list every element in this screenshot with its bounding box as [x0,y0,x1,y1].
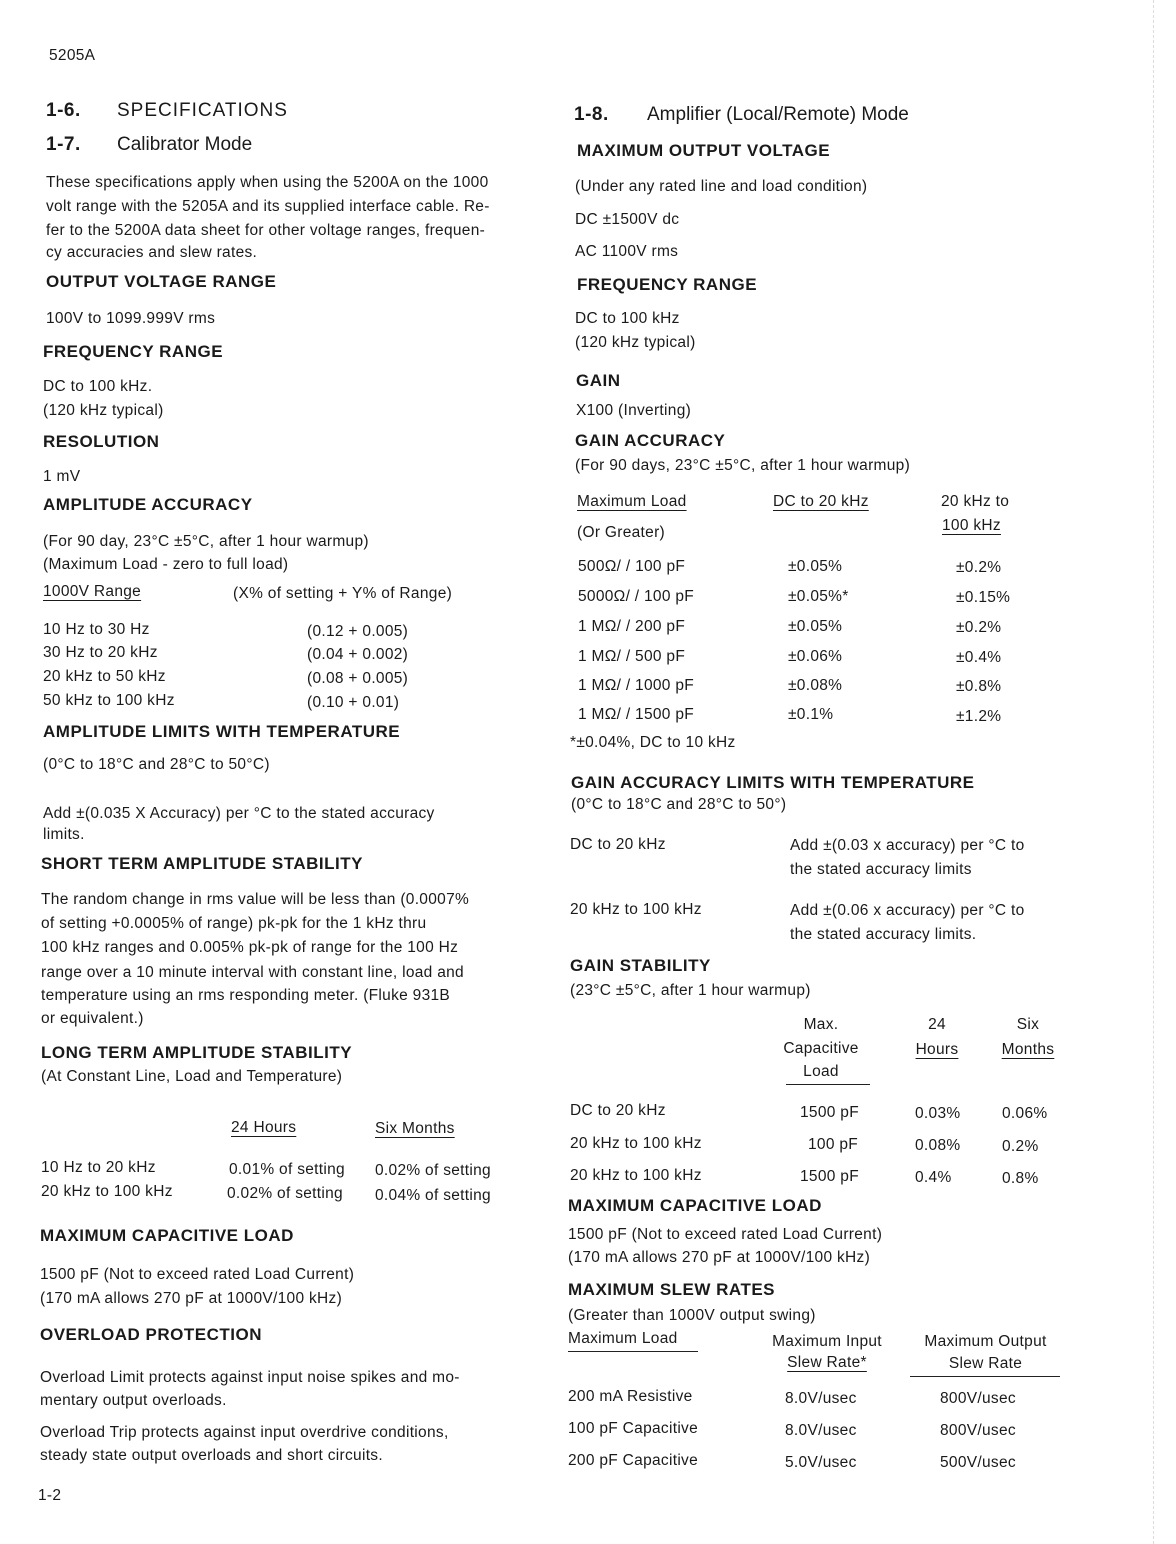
max-cap-column-header: Max. [803,1016,839,1033]
gain-limits-condition: (0°C to 18°C and 28°C to 50°) [571,796,787,813]
amplitude-limits-condition: (0°C to 18°C and 28°C to 50°C) [43,756,270,773]
amp-max-capacitive-load-line: 1500 pF (Not to exceed rated Load Current) [568,1226,883,1243]
gain-stability-24h: 0.03% [915,1105,961,1122]
amplitude-accuracy-value: (0.12 + 0.005) [307,623,409,640]
gain-accuracy-dc: ±0.05%* [788,588,849,605]
amplitude-accuracy-frequency: 10 Hz to 30 Hz [43,621,150,638]
max-output-voltage-heading: MAXIMUM OUTPUT VOLTAGE [577,141,831,160]
formula-column-header: (X% of setting + Y% of Range) [233,585,453,602]
gain-limits-text: Add ±(0.06 x accuracy) per °C to [790,902,1025,919]
gain-accuracy-footnote: *±0.04%, DC to 10 kHz [570,734,736,751]
section-1-6-title: SPECIFICATIONS [117,100,288,121]
section-1-8-title: Amplifier (Local/Remote) Mode [647,104,909,125]
gain-stability-cap: 1500 pF [800,1168,859,1185]
scan-edge [1153,0,1176,1544]
gain-accuracy-load: 500Ω/ / 100 pF [578,558,686,575]
gain-accuracy-dc: ±0.06% [788,648,843,665]
max-capacitive-load-line: 1500 pF (Not to exceed rated Load Current) [40,1266,355,1283]
gain-accuracy-load: 1 MΩ/ / 1500 pF [578,706,695,723]
slew-input-rate: 8.0V/usec [785,1422,857,1439]
amplitude-accuracy-value: (0.08 + 0.005) [307,670,409,687]
dc-20khz-column-header: DC to 20 kHz [773,493,869,510]
max-output-voltage-line: (Under any rated line and load condition) [575,178,868,195]
overload-limit-text: mentary output overloads. [40,1392,227,1409]
gain-limits-heading: GAIN ACCURACY LIMITS WITH TEMPERATURE [571,773,975,792]
gain-stability-24h: 0.08% [915,1137,961,1154]
intro-line: cy accuracies and slew rates. [46,244,258,261]
short-term-stability-line: 100 kHz ranges and 0.005% pk-pk of range for the 100 Hz [41,939,459,956]
gain-stability-range: DC to 20 kHz [570,1102,666,1119]
gain-stability-six: 0.06% [1002,1105,1048,1122]
amp-max-capacitive-load-heading: MAXIMUM CAPACITIVE LOAD [568,1196,822,1215]
amp-max-capacitive-load-line: (170 mA allows 270 pF at 1000V/100 kHz) [568,1249,871,1266]
six-months-column-header: Months [1001,1041,1055,1058]
amplitude-accuracy-heading: AMPLITUDE ACCURACY [43,495,253,514]
intro-line: volt range with the 5205A and its supplied interface cable. Re- [46,198,490,215]
gain-value: X100 (Inverting) [576,402,692,419]
gain-stability-six: 0.8% [1002,1170,1039,1187]
gain-stability-range: 20 kHz to 100 kHz [570,1135,702,1152]
short-term-stability-line: range over a 10 minute interval with constant line, load and [41,964,464,981]
gain-accuracy-hf: ±0.2% [956,619,1002,636]
max-cap-column-header: Load [803,1063,839,1080]
six-months-column-header: Six [1016,1016,1040,1033]
gain-accuracy-dc: ±0.08% [788,677,843,694]
overload-protection-heading: OVERLOAD PROTECTION [40,1325,263,1344]
gain-accuracy-hf: ±0.4% [956,649,1002,666]
gain-accuracy-load: 1 MΩ/ / 200 pF [578,618,686,635]
frequency-range-heading: FREQUENCY RANGE [43,342,224,361]
amp-frequency-range-heading: FREQUENCY RANGE [577,275,758,294]
slew-output-column-header: Slew Rate [948,1355,1023,1372]
amplitude-accuracy-condition: (For 90 day, 23°C ±5°C, after 1 hour warmup) [43,533,369,550]
gain-accuracy-load: 1 MΩ/ / 1000 pF [578,677,695,694]
long-term-stability-heading: LONG TERM AMPLITUDE STABILITY [41,1043,353,1062]
gain-accuracy-load: 1 MΩ/ / 500 pF [578,648,686,665]
gain-stability-range: 20 kHz to 100 kHz [570,1167,702,1184]
max-capacitive-load-line: (170 mA allows 270 pF at 1000V/100 kHz) [40,1290,343,1307]
max-slew-rates-heading: MAXIMUM SLEW RATES [568,1280,776,1299]
intro-line: These specifications apply when using the 5200A on the 1000 [46,174,489,191]
short-term-stability-line: temperature using an rms responding meter. (Fluke 931B [41,987,451,1004]
long-term-frequency: 20 kHz to 100 kHz [41,1183,173,1200]
gain-stability-cap: 1500 pF [800,1104,859,1121]
gain-accuracy-condition: (For 90 days, 23°C ±5°C, after 1 hour warmup) [575,457,911,474]
slew-load-header-rule [568,1351,698,1352]
amplitude-accuracy-condition: (Maximum Load - zero to full load) [43,556,289,573]
max-output-voltage-line: AC 1100V rms [575,243,679,260]
24-hours-column-header: 24 Hours [231,1119,297,1136]
amplitude-accuracy-frequency: 50 kHz to 100 kHz [43,692,175,709]
section-1-7-number: 1-7. [46,134,81,155]
overload-limit-text: Overload Limit protects against input noise spikes and mo- [40,1369,460,1386]
slew-input-column-header: Maximum Input [772,1333,882,1350]
slew-load: 100 pF Capacitive [568,1420,699,1437]
resolution-heading: RESOLUTION [43,432,160,451]
range-column-header: 1000V Range [43,583,142,600]
overload-trip-text: steady state output overloads and short circuits. [40,1447,383,1464]
slew-load-column-header: Maximum Load [568,1330,678,1347]
gain-accuracy-hf: ±0.8% [956,678,1002,695]
max-output-voltage-line: DC ±1500V dc [575,211,680,228]
gain-limits-text: the stated accuracy limits. [790,926,977,943]
long-term-stability-condition: (At Constant Line, Load and Temperature) [41,1068,343,1085]
output-voltage-range-value: 100V to 1099.999V rms [46,310,216,327]
gain-accuracy-dc: ±0.05% [788,558,843,575]
long-term-six-months-value: 0.04% of setting [375,1187,491,1204]
six-months-column-header: Six Months [375,1120,455,1137]
gain-stability-six: 0.2% [1002,1138,1039,1155]
gain-heading: GAIN [576,371,621,390]
slew-load: 200 mA Resistive [568,1388,693,1405]
slew-output-rate: 800V/usec [940,1422,1016,1439]
amplitude-limits-text: limits. [43,826,85,843]
slew-output-column-header: Maximum Output [924,1333,1047,1350]
amplitude-accuracy-value: (0.10 + 0.01) [307,694,400,711]
slew-load: 200 pF Capacitive [568,1452,699,1469]
gain-limits-range: 20 kHz to 100 kHz [570,901,702,918]
gain-stability-cap: 100 pF [808,1136,859,1153]
frequency-range-line: (120 kHz typical) [43,402,164,419]
gain-limits-range: DC to 20 kHz [570,836,666,853]
gain-limits-text: Add ±(0.03 x accuracy) per °C to [790,837,1025,854]
gain-accuracy-heading: GAIN ACCURACY [575,431,726,450]
model-number: 5205A [49,47,96,64]
gain-accuracy-dc: ±0.05% [788,618,843,635]
section-1-7-title: Calibrator Mode [117,134,253,155]
page-number: 1-2 [38,1487,62,1504]
hf-column-header: 20 kHz to [941,493,1010,510]
max-load-column-subheader: (Or Greater) [577,524,665,541]
gain-accuracy-hf: ±1.2% [956,708,1002,725]
output-voltage-range-heading: OUTPUT VOLTAGE RANGE [46,272,277,291]
long-term-frequency: 10 Hz to 20 kHz [41,1159,156,1176]
max-load-column-header: Maximum Load [577,493,687,510]
gain-limits-text: the stated accuracy limits [790,861,972,878]
section-1-6-number: 1-6. [46,100,81,121]
gain-stability-condition: (23°C ±5°C, after 1 hour warmup) [570,982,811,999]
gain-accuracy-dc: ±0.1% [788,706,834,723]
slew-input-column-header: Slew Rate* [787,1354,867,1371]
long-term-six-months-value: 0.02% of setting [375,1162,491,1179]
short-term-stability-line: or equivalent.) [41,1010,144,1027]
24h-column-header: 24 [928,1016,946,1033]
max-capacitive-load-heading: MAXIMUM CAPACITIVE LOAD [40,1226,294,1245]
gain-accuracy-hf: ±0.2% [956,559,1002,576]
long-term-24h-value: 0.01% of setting [229,1161,345,1178]
gain-stability-24h: 0.4% [915,1169,952,1186]
amplitude-accuracy-value: (0.04 + 0.002) [307,646,409,663]
amp-frequency-range-line: DC to 100 kHz [575,310,680,327]
hf-column-header: 100 kHz [942,517,1001,534]
short-term-stability-line: The random change in rms value will be less than (0.0007% [41,891,470,908]
max-cap-header-rule [786,1084,870,1085]
amplitude-limits-heading: AMPLITUDE LIMITS WITH TEMPERATURE [43,722,401,741]
gain-stability-heading: GAIN STABILITY [570,956,711,975]
gain-accuracy-load: 5000Ω/ / 100 pF [578,588,695,605]
amplitude-limits-text: Add ±(0.035 X Accuracy) per °C to the stated accuracy [43,805,435,822]
slew-input-rate: 8.0V/usec [785,1390,857,1407]
24h-column-header: Hours [915,1041,959,1058]
slew-input-rate: 5.0V/usec [785,1454,857,1471]
section-1-8-number: 1-8. [574,104,609,125]
slew-output-rate: 500V/usec [940,1454,1016,1471]
gain-accuracy-hf: ±0.15% [956,589,1011,606]
amplitude-accuracy-frequency: 30 Hz to 20 kHz [43,644,158,661]
resolution-value: 1 mV [43,468,81,485]
frequency-range-line: DC to 100 kHz. [43,378,153,395]
slew-output-header-rule [910,1376,1060,1377]
intro-line: fer to the 5200A data sheet for other voltage ranges, frequen- [46,222,486,239]
max-slew-rates-condition: (Greater than 1000V output swing) [568,1307,816,1324]
short-term-stability-heading: SHORT TERM AMPLITUDE STABILITY [41,854,363,873]
amplitude-accuracy-frequency: 20 kHz to 50 kHz [43,668,166,685]
long-term-24h-value: 0.02% of setting [227,1185,343,1202]
overload-trip-text: Overload Trip protects against input overdrive conditions, [40,1424,449,1441]
slew-output-rate: 800V/usec [940,1390,1016,1407]
max-cap-column-header: Capacitive [783,1040,859,1057]
amp-frequency-range-line: (120 kHz typical) [575,334,696,351]
short-term-stability-line: of setting +0.0005% of range) pk-pk for the 1 kHz thru [41,915,427,932]
